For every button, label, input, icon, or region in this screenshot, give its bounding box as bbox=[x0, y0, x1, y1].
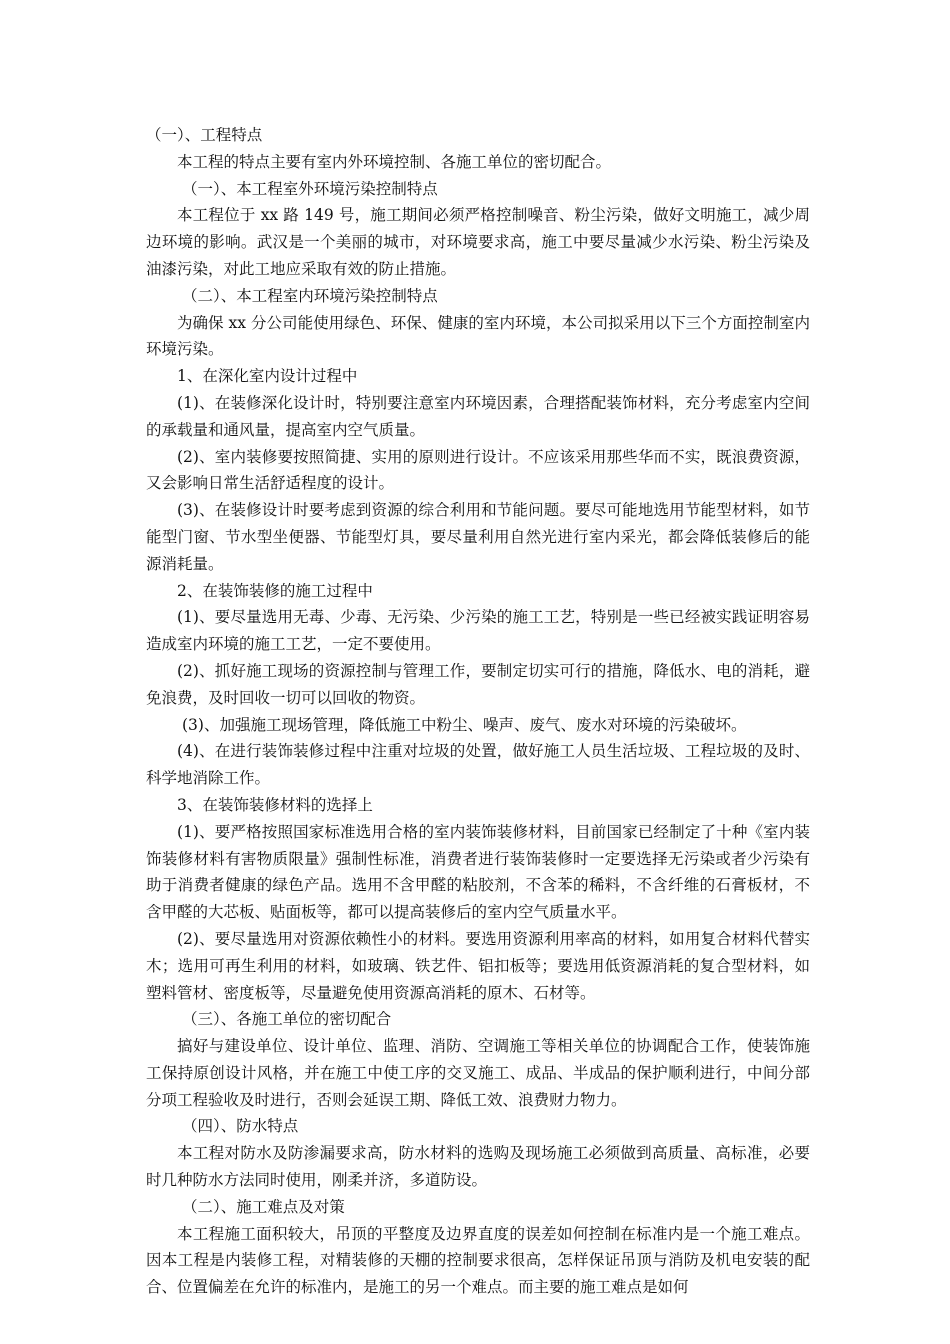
paragraph-difficulties: 本工程施工面积较大，吊顶的平整度及边界直度的误差如何控制在标准内是一个施工难点。因本工程是内装修工程，对精装修的天棚的控制要求很高，怎样保证吊顶与消防及机电安装的配合、位置偏差在允许的标准内，是施工的另一个难点。而主要的施工难点是如何 bbox=[146, 1224, 810, 1297]
section-heading-engineering-features: （一）、工程特点 bbox=[146, 126, 263, 144]
list-item-construction-2: (2)、抓好施工现场的资源控制与管理工作，要制定切实可行的措施，降低水、电的消耗，避免浪费，及时回收一切可以回收的物资。 bbox=[146, 661, 810, 707]
paragraph-outdoor-pollution: 本工程位于 xx 路 149 号，施工期间必须严格控制噪音、粉尘污染，做好文明施工，减少周边环境的影响。武汉是一个美丽的城市，对环境要求高，施工中要尽量减少水污染、粉尘污染及油漆污染，对此工地应采取有效的防止措施。 bbox=[146, 206, 810, 278]
list-item-materials-2: (2)、要尽量选用对资源依赖性小的材料。要选用资源利用率高的材料，如用复合材料代替实木；选用可再生利用的材料，如玻璃、铁艺件、铝扣板等；要选用低资源消耗的复合型材料，如塑料管材、密度板等，尽量避免使用资源高消耗的原木、石材等。 bbox=[146, 929, 810, 1002]
subheading-coordination: （三）、各施工单位的密切配合 bbox=[182, 1010, 392, 1029]
list-item-materials-1: (1)、要严格按照国家标准选用合格的室内装饰装修材料，目前国家已经制定了十种《室内装饰装修材料有害物质限量》强制性标准，消费者进行装饰装修时一定要选择无污染或者少污染有助于消费者健康的绿色产品。选用不含甲醛的粘胶剂，不含苯的稀料，不含纤维的石膏板材，不含甲醛的大芯板、贴面板等，都可以提高装修后的室内空气质量水平。 bbox=[146, 822, 810, 922]
subheading-indoor-pollution: （二）、本工程室内环境污染控制特点 bbox=[182, 286, 438, 305]
subheading-difficulties: （二）、施工难点及对策 bbox=[182, 1197, 345, 1216]
list-item-construction-4: (4)、在进行装饰装修过程中注重对垃圾的处置，做好施工人员生活垃圾、工程垃圾的及时、科学地消除工作。 bbox=[146, 742, 810, 788]
paragraph-indoor-pollution-intro: 为确保 xx 分公司能使用绿色、环保、健康的室内环境，本公司拟采用以下三个方面控制室内环境污染。 bbox=[146, 313, 810, 359]
paragraph-waterproofing: 本工程对防水及防渗漏要求高，防水材料的选购及现场施工必须做到高质量、高标准，必要时几种防水方法同时使用，刚柔并济，多道防设。 bbox=[146, 1144, 810, 1190]
list-item-design-1: (1)、在装修深化设计时，特别要注意室内环境因素，合理搭配装饰材料，充分考虑室内空间的承载量和通风量，提高室内空气质量。 bbox=[146, 393, 810, 439]
paragraph-features-summary: 本工程的特点主要有室内外环境控制、各施工单位的密切配合。 bbox=[177, 152, 612, 171]
list-heading-materials: 3、在装饰装修材料的选择上 bbox=[177, 795, 373, 814]
paragraph-coordination: 搞好与建设单位、设计单位、监理、消防、空调施工等相关单位的协调配合工作，使装饰施工保持原创设计风格，并在施工中使工序的交叉施工、成品、半成品的保护顺利进行，中间分部分项工程验收及时进行，否则会延误工期、降低工效、浪费财力物力。 bbox=[146, 1037, 810, 1109]
list-heading-design-process: 1、在深化室内设计过程中 bbox=[177, 367, 358, 386]
list-item-design-3: (3)、在装修设计时要考虑到资源的综合利用和节能问题。要尽可能地选用节能型材料，如节能型门窗、节水型坐便器、节能型灯具，要尽量利用自然光进行室内采光，都会降低装修后的能源消耗量。 bbox=[146, 501, 810, 573]
document-page bbox=[146, 122, 810, 1301]
list-item-construction-1: (1)、要尽量选用无毒、少毒、无污染、少污染的施工工艺，特别是一些已经被实践证明容易造成室内环境的施工工艺，一定不要使用。 bbox=[146, 608, 810, 654]
subheading-outdoor-pollution: （一）、本工程室外环境污染控制特点 bbox=[182, 179, 438, 198]
list-item-construction-3: (3)、加强施工现场管理，降低施工中粉尘、噪声、废气、废水对环境的污染破坏。 bbox=[182, 715, 747, 734]
list-heading-construction-process: 2、在装饰装修的施工过程中 bbox=[177, 581, 373, 600]
list-item-design-2: (2)、室内装修要按照简捷、实用的原则进行设计。不应该采用那些华而不实，既浪费资源，又会影响日常生活舒适程度的设计。 bbox=[146, 447, 810, 493]
subheading-waterproofing: （四）、防水特点 bbox=[182, 1117, 299, 1136]
